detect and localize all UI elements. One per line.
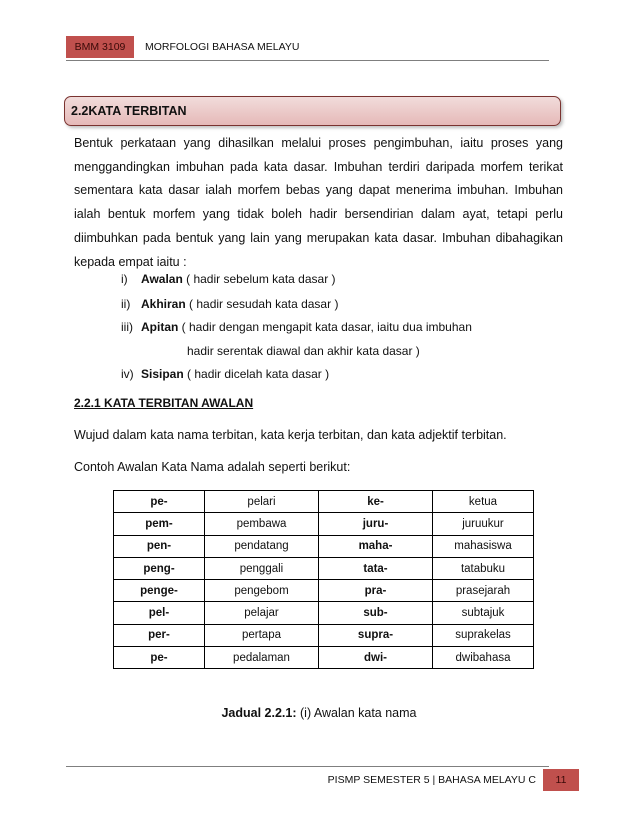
prefix-cell: sub- xyxy=(319,602,433,624)
header-divider xyxy=(66,60,549,61)
list-term: Sisipan xyxy=(141,367,184,381)
list-number: i) xyxy=(121,272,128,286)
table-row xyxy=(114,557,534,579)
subsection-text: Wujud dalam kata nama terbitan, kata kerja terbitan, dan kata adjektif terbitan. xyxy=(74,428,507,442)
example-cell: pertapa xyxy=(205,624,319,646)
prefix-cell: pe- xyxy=(114,491,205,513)
prefix-cell: pe- xyxy=(114,647,205,669)
example-cell: pelari xyxy=(205,491,319,513)
example-cell: ketua xyxy=(433,491,534,513)
table-row xyxy=(114,491,534,513)
prefix-cell: supra- xyxy=(319,624,433,646)
example-cell: pembawa xyxy=(205,513,319,535)
example-cell: penggali xyxy=(205,557,319,579)
paragraph-line: ialah bentuk morfem yang tidak boleh hadir bersendirian dalam ayat, tetapi perlu xyxy=(74,207,563,222)
paragraph-line: diimbuhkan pada bentuk yang lain yang merupakan kata dasar. Imbuhan dibahagikan xyxy=(74,230,563,245)
example-cell: pedalaman xyxy=(205,647,319,669)
course-code-badge: BMM 3109 xyxy=(66,36,134,58)
course-title: MORFOLOGI BAHASA MELAYU xyxy=(145,41,300,53)
example-cell: subtajuk xyxy=(433,602,534,624)
list-number: iii) xyxy=(121,320,133,334)
footer-text: PISMP SEMESTER 5 | BAHASA MELAYU C xyxy=(327,774,536,786)
section-heading xyxy=(64,96,561,126)
prefix-cell: maha- xyxy=(319,535,433,557)
table-row xyxy=(114,602,534,624)
prefix-cell: juru- xyxy=(319,513,433,535)
example-cell: prasejarah xyxy=(433,580,534,602)
prefix-cell: pel- xyxy=(114,602,205,624)
list-desc: ( hadir sesudah kata dasar ) xyxy=(185,297,339,311)
example-cell: tatabuku xyxy=(433,557,534,579)
table-row xyxy=(114,535,534,557)
example-cell: suprakelas xyxy=(433,624,534,646)
example-cell: juruukur xyxy=(433,513,534,535)
prefix-cell: tata- xyxy=(319,557,433,579)
section-title: 2.2KATA TERBITAN xyxy=(71,104,187,118)
prefix-cell: ke- xyxy=(319,491,433,513)
intro-paragraph xyxy=(74,132,563,274)
list-desc: ( hadir sebelum kata dasar ) xyxy=(182,272,336,286)
prefix-cell: pen- xyxy=(114,535,205,557)
example-cell: dwibahasa xyxy=(433,647,534,669)
prefix-cell: pem- xyxy=(114,513,205,535)
prefix-cell: peng- xyxy=(114,557,205,579)
table-row xyxy=(114,624,534,646)
list-desc: hadir serentak diawal dan akhir kata dasar ) xyxy=(187,344,420,358)
prefix-cell: per- xyxy=(114,624,205,646)
paragraph-line: menggandingkan imbuhan pada kata dasar. Imbuhan terdiri daripada morfem terikat xyxy=(74,159,563,174)
example-cell: pelajar xyxy=(205,602,319,624)
list-desc: ( hadir dicelah kata dasar ) xyxy=(183,367,330,381)
paragraph-line: kepada empat iaitu : xyxy=(74,254,187,269)
example-cell: pendatang xyxy=(205,535,319,557)
list-term: Akhiran xyxy=(141,297,186,311)
affix-table xyxy=(113,490,534,669)
table-row xyxy=(114,647,534,669)
subsection-title: 2.2.1 KATA TERBITAN AWALAN xyxy=(74,396,254,410)
table-row xyxy=(114,513,534,535)
list-number: ii) xyxy=(121,297,131,311)
subsection-intro: Contoh Awalan Kata Nama adalah seperti berikut: xyxy=(74,460,351,474)
paragraph-line: sementara kata dasar ialah morfem bebas yang dapat menerima imbuhan. Imbuhan xyxy=(74,183,563,198)
table-row xyxy=(114,580,534,602)
list-number: iv) xyxy=(121,367,134,381)
list-term: Awalan xyxy=(141,272,183,286)
example-cell: mahasiswa xyxy=(433,535,534,557)
caption-text: (i) Awalan kata nama xyxy=(296,706,417,720)
footer-divider xyxy=(66,766,549,767)
list-term: Apitan xyxy=(141,320,179,334)
prefix-cell: dwi- xyxy=(319,647,433,669)
page-number-badge: 11 xyxy=(543,769,579,791)
paragraph-line: Bentuk perkataan yang dihasilkan melalui proses pengimbuhan, iaitu proses yang xyxy=(74,136,563,150)
table-caption xyxy=(0,706,638,720)
example-cell: pengebom xyxy=(205,580,319,602)
list-desc: ( hadir dengan mengapit kata dasar, iaitu dua imbuhan xyxy=(178,320,472,334)
prefix-cell: penge- xyxy=(114,580,205,602)
caption-label: Jadual 2.2.1: xyxy=(221,706,297,720)
prefix-cell: pra- xyxy=(319,580,433,602)
